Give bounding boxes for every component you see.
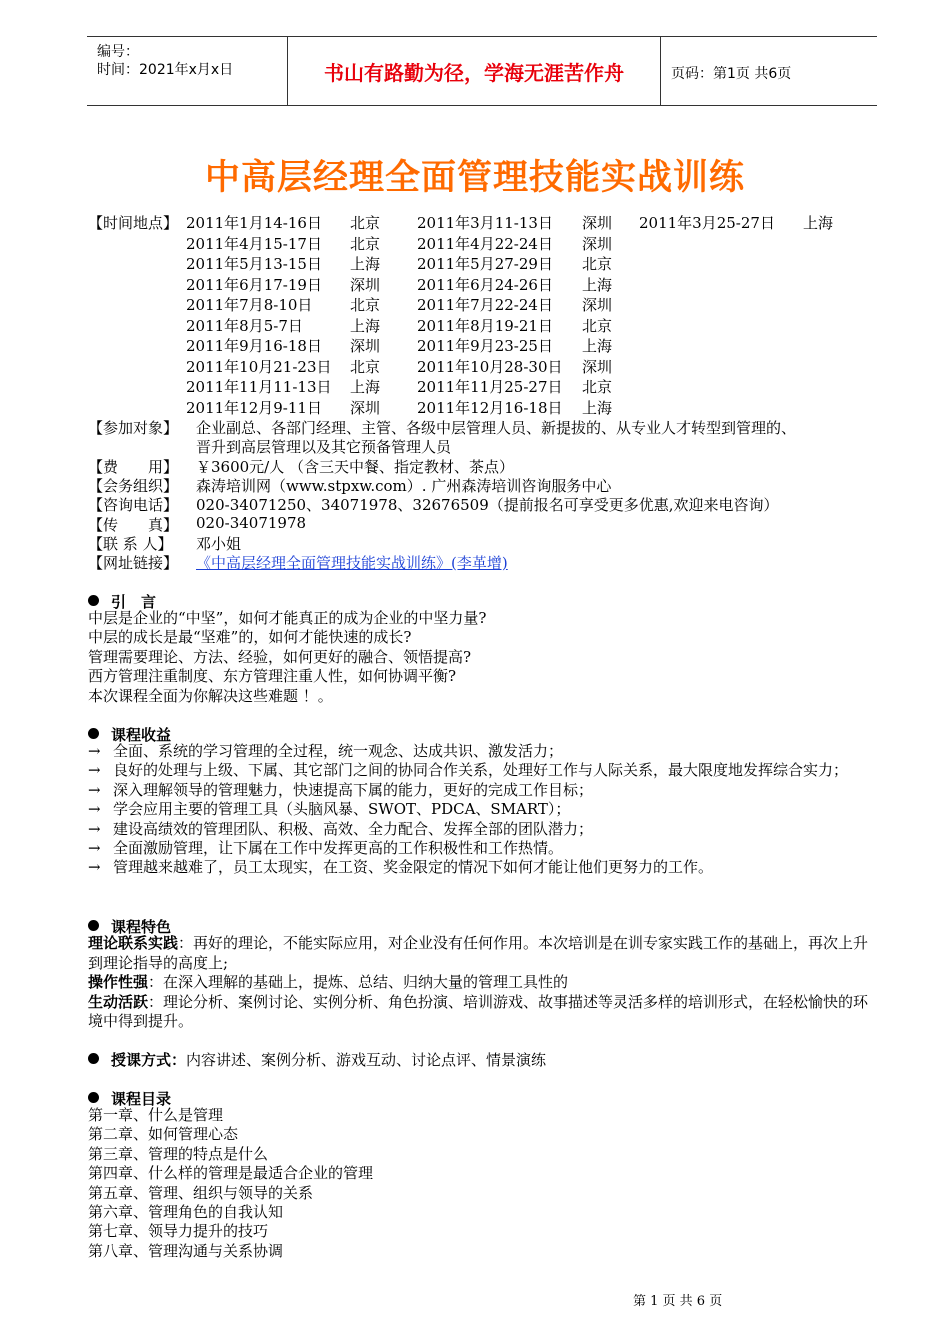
schedule-city: 上海 (582, 398, 613, 417)
schedule-label: 【时间地点】 (88, 214, 179, 232)
schedule-date: 2011年9月16-18日 (186, 337, 322, 355)
schedule-city: 北京 (582, 378, 613, 396)
page-footer: 第 1 页 共 6 页 (633, 1294, 723, 1309)
fax-label: 【传 真】 (88, 516, 179, 534)
schedule-city: 深圳 (350, 337, 381, 355)
benefit-item (88, 781, 888, 800)
fee-text: ￥3600元/人 （含三天中餐、指定教材、茶点） (196, 458, 514, 476)
intro-paragraph (88, 609, 888, 706)
method-row (88, 1049, 546, 1070)
schedule-city: 北京 (350, 234, 381, 253)
feature-item (88, 934, 878, 973)
schedule-date: 2011年5月13-15日 (186, 255, 322, 273)
schedule-city: 深圳 (582, 357, 613, 376)
schedule-date: 2011年1月14-16日 (186, 214, 322, 232)
schedule-city: 深圳 (582, 214, 613, 232)
arrow-right-icon: → (88, 761, 101, 780)
benefits-list (88, 742, 888, 878)
schedule-city: 深圳 (582, 234, 613, 253)
phone-text: 020-34071250、34071978、32676509（提前报名可享受更多优惠,欢迎来电咨询） (196, 496, 779, 514)
schedule-city: 上海 (803, 214, 834, 232)
feature-title: 操作性强 (88, 973, 149, 992)
schedule-city: 深圳 (350, 275, 381, 294)
document-header (87, 36, 877, 106)
chapter-item: 第一章、什么是管理 (88, 1106, 224, 1124)
arrow-right-icon: → (88, 742, 101, 760)
bullet-icon (88, 595, 99, 606)
schedule-city: 北京 (582, 316, 613, 335)
schedule-city: 上海 (350, 255, 381, 273)
method-text: 内容讲述、案例分析、游戏互动、讨论点评、情景演练 (186, 1051, 547, 1069)
schedule-date: 2011年7月8-10日 (186, 296, 313, 314)
org-text: 森涛培训网（www.stpxw.com）. 广州森涛培训咨询服务中心 (196, 477, 612, 495)
features-heading: 课程特色 (88, 916, 171, 937)
schedule-date: 2011年11月25-27日 (417, 378, 563, 396)
org-label: 【会务组织】 (88, 477, 179, 495)
benefits-heading: 课程收益 (88, 724, 171, 745)
schedule-date: 2011年12月16-18日 (417, 398, 563, 417)
chapter-item: 第七章、领导力提升的技巧 (88, 1222, 269, 1241)
schedule-date: 2011年4月22-24日 (417, 234, 553, 253)
schedule-date: 2011年10月21-23日 (186, 357, 332, 376)
schedule-date: 2011年5月27-29日 (417, 255, 553, 273)
schedule-date: 2011年3月25-27日 (639, 214, 775, 232)
intro-line: 管理需要理论、方法、经验，如何更好的融合、领悟提高? (88, 647, 472, 666)
header-meta (87, 37, 288, 105)
time-label: 时间：2021年x月x日 (97, 62, 234, 78)
bullet-icon (88, 728, 99, 739)
feature-title: 理论联系实践 (88, 934, 179, 952)
benefit-text: 学会应用主要的管理工具（头脑风暴、SWOT、PDCA、SMART）； (113, 800, 571, 819)
schedule-city: 北京 (582, 255, 613, 273)
catalog-heading: 课程目录 (88, 1088, 171, 1109)
intro-line: 中层是企业的“中坚”，如何才能真正的成为企业的中坚力量? (88, 609, 487, 627)
header-motto: 书山有路勤为径，学海无涯苦作舟 (288, 37, 661, 105)
fee-label: 【费 用】 (88, 458, 179, 476)
benefit-text: 全面、系统的学习管理的全过程，统一观念、达成共识、激发活力； (113, 742, 564, 760)
arrow-right-icon: → (88, 839, 101, 858)
intro-line: 西方管理注重制度、东方管理注重人性，如何协调平衡? (88, 667, 457, 686)
benefit-item (88, 858, 888, 877)
schedule-date: 2011年6月17-19日 (186, 275, 322, 294)
feature-text: ：理论分析、案例讨论、实例分析、角色扮演、培训游戏、故事描述等灵活多样的培训形式，在轻松愉快的环境中得到提升。 (88, 992, 869, 1031)
bullet-icon (88, 1053, 99, 1064)
schedule-date: 2011年7月22-24日 (417, 296, 553, 314)
chapter-item: 第三章、管理的特点是什么 (88, 1144, 269, 1163)
intro-line: 本次课程全面为你解决这些难题 ！。 (88, 686, 333, 705)
schedule-city: 上海 (582, 275, 613, 294)
chapter-item: 第二章、如何管理心态 (88, 1125, 239, 1144)
bullet-icon (88, 920, 99, 931)
benefit-text: 深入理解领导的管理魅力，快速提高下属的能力，更好的完成工作目标； (113, 780, 594, 799)
benefit-text: 良好的处理与上级、下属、其它部门之间的协同合作关系，处理好工作与人际关系，最大限度地发挥综合实力； (113, 761, 849, 780)
intro-heading: 引 言 (88, 591, 156, 612)
chapter-item: 第五章、管理、组织与领导的关系 (88, 1183, 314, 1202)
intro-line: 中层的成长是最“坚难”的，如何才能快速的成长? (88, 628, 412, 647)
contact-label: 【联 系 人】 (88, 535, 173, 553)
arrow-right-icon: → (88, 800, 101, 819)
chapter-item: 第六章、管理角色的自我认知 (88, 1203, 284, 1222)
feature-text: ：再好的理论，不能实际应用，对企业没有任何作用。本次培训是在训专家实践工作的基础上，再次上升到理论指导的高度上; (88, 934, 869, 972)
number-label: 编号： (97, 44, 139, 60)
schedule-city: 深圳 (582, 296, 613, 314)
benefit-text: 建设高绩效的管理团队、积极、高效、全力配合、发挥全部的团队潜力； (113, 819, 594, 838)
benefit-text: 管理越来越难了，员工太现实，在工资、奖金限定的情况下如何才能让他们更努力的工作。 (113, 858, 714, 877)
benefit-item (88, 839, 888, 858)
schedule-city: 上海 (350, 316, 381, 335)
chapter-item: 第四章、什么样的管理是最适合企业的管理 (88, 1164, 374, 1183)
benefit-item (88, 761, 888, 780)
schedule-date: 2011年4月15-17日 (186, 234, 322, 253)
bullet-icon (88, 1092, 99, 1103)
schedule-date: 2011年10月28-30日 (417, 357, 563, 376)
contact-text: 邓小姐 (196, 535, 242, 553)
schedule-date: 2011年8月5-7日 (186, 316, 303, 335)
benefit-item (88, 742, 888, 761)
schedule-city: 北京 (350, 357, 381, 376)
arrow-right-icon: → (88, 780, 101, 799)
chapter-item: 第八章、管理沟通与关系协调 (88, 1241, 284, 1260)
phone-label: 【咨询电话】 (88, 496, 179, 514)
catalog-list (88, 1106, 888, 1261)
schedule-date: 2011年12月9-11日 (186, 398, 322, 417)
schedule-date: 2011年6月24-26日 (417, 275, 553, 294)
benefit-item (88, 800, 888, 819)
fax-text: 020-34071978 (196, 514, 307, 532)
schedule-city: 上海 (350, 378, 381, 396)
schedule-date: 2011年8月19-21日 (417, 316, 553, 335)
schedule-date: 2011年9月23-25日 (417, 337, 553, 355)
schedule-date: 2011年3月11-13日 (417, 214, 553, 232)
arrow-right-icon: → (88, 858, 101, 877)
schedule-date: 2011年11月11-13日 (186, 378, 332, 396)
audience-text-2: 晋升到高层管理以及其它预备管理人员 (196, 438, 452, 456)
course-link[interactable]: 《中高层经理全面管理技能实战训练》(李革增) (196, 554, 508, 572)
header-page-info: 页码：第1页 共6页 (671, 66, 792, 82)
features-list (88, 934, 878, 1032)
page-title: 中高层经理全面管理技能实战训练 (204, 158, 745, 198)
feature-text: ：在深入理解的基础上，提炼、总结、归纳大量的管理工具性的 (148, 973, 569, 992)
link-label: 【网址链接】 (88, 554, 179, 572)
audience-label: 【参加对象】 (88, 419, 179, 437)
benefit-text: 全面激励管理，让下属在工作中发挥更高的工作积极性和工作热情。 (113, 839, 564, 858)
schedule-city: 上海 (582, 337, 613, 355)
audience-text-1: 企业副总、各部门经理、主管、各级中层管理人员、新提拔的、从专业人才转型到管理的、 (196, 419, 797, 437)
benefit-item (88, 820, 888, 839)
schedule-city: 北京 (350, 214, 381, 232)
schedule-city: 北京 (350, 296, 381, 314)
feature-item (88, 973, 878, 993)
feature-item (88, 993, 878, 1032)
schedule-city: 深圳 (350, 398, 381, 417)
feature-title: 生动活跃 (88, 992, 149, 1011)
arrow-right-icon: → (88, 819, 101, 838)
method-heading: 授课方式： (111, 1051, 187, 1069)
